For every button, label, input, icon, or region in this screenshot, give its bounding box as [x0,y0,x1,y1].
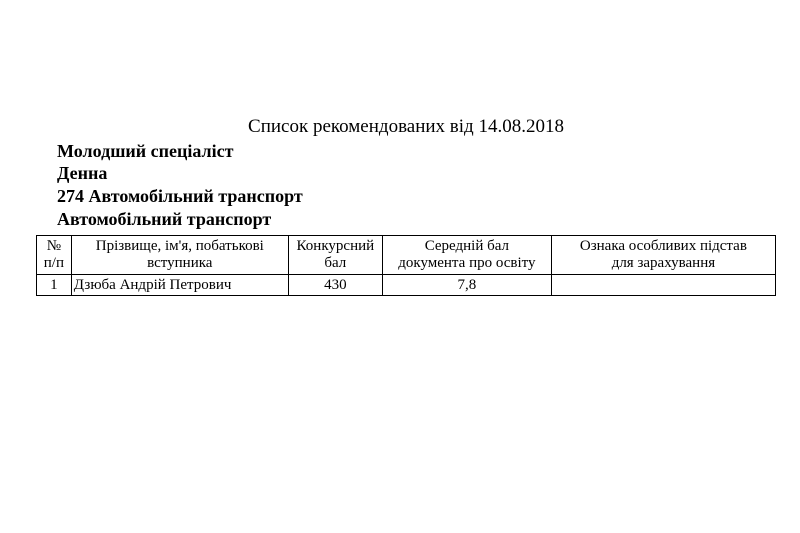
applicant-name-cell: Дзюба Андрій Петрович [71,275,288,296]
specialty-heading: 274 Автомобільний транспорт [57,186,303,206]
recommended-list-table [36,235,776,296]
header-applicant-name [71,236,288,275]
header-number-line1: № [46,238,62,254]
degree-heading: Молодший спеціаліст [57,141,234,161]
header-competitive-score-line2: бал [324,255,347,271]
header-special-grounds [551,236,775,275]
document-title: Список рекомендованих від 14.08.2018 [248,116,564,137]
header-average-grade-line1: Середній бал [424,238,510,254]
program-heading: Автомобільний транспорт [57,209,272,229]
row-number-cell: 1 [37,275,72,296]
competitive-score-cell: 430 [288,275,382,296]
header-competitive-score [288,236,382,275]
header-number-line2: п/п [43,255,65,271]
header-special-grounds-line1: Ознака особливих підстав [579,238,747,254]
header-applicant-name-line1: Прізвище, ім'я, побатькові [95,238,264,254]
table-header-row [37,236,776,275]
study-form-heading: Денна [57,163,108,183]
special-grounds-cell [551,275,775,296]
average-grade-cell: 7,8 [382,275,551,296]
header-competitive-score-line1: Конкурсний [296,238,375,254]
header-average-grade [382,236,551,275]
table-row [37,275,776,296]
header-applicant-name-line2: вступника [147,255,213,271]
header-special-grounds-line2: для зарахування [611,255,716,271]
header-number [37,236,72,275]
header-average-grade-line2: документа про освіту [398,255,536,271]
